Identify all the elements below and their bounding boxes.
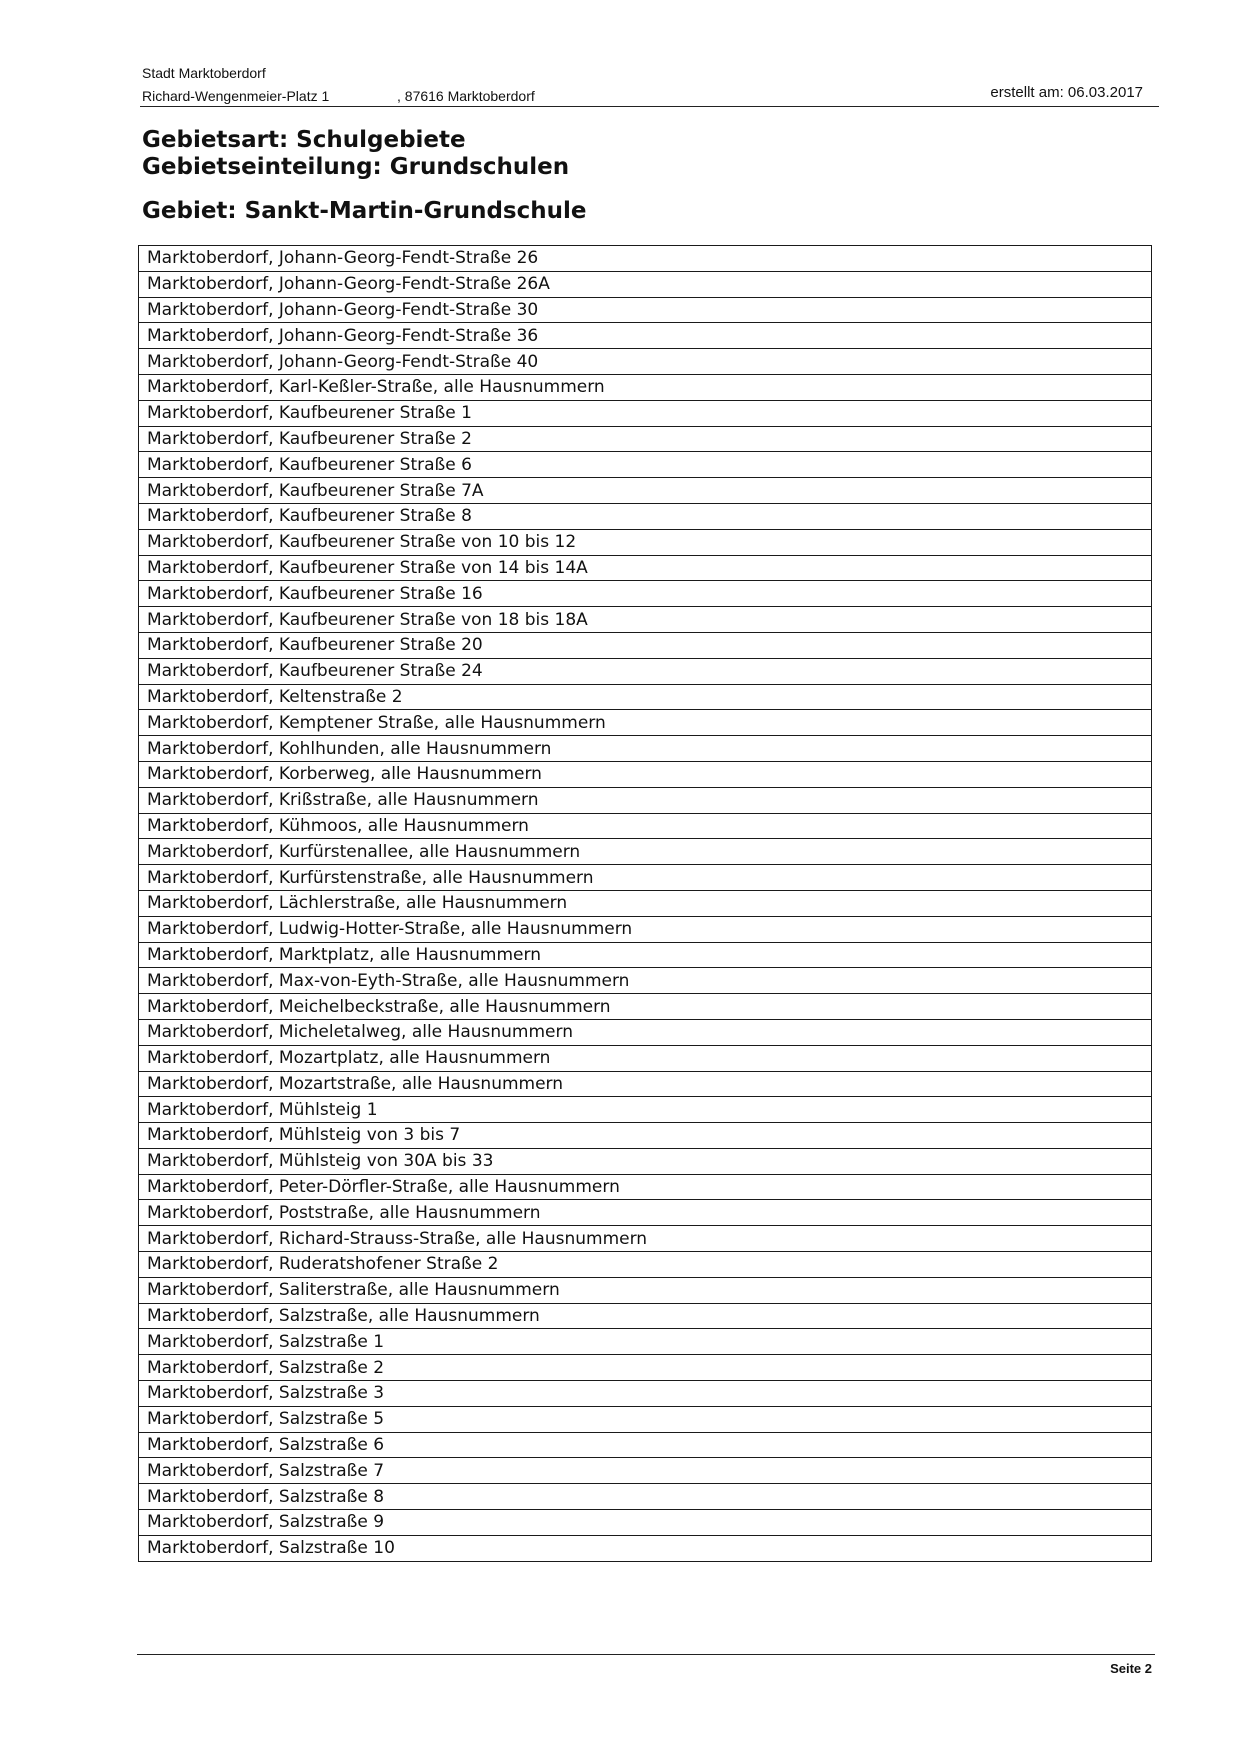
table-row: [139, 942, 1152, 968]
address-city: , 87616 Marktoberdorf: [397, 88, 535, 104]
area-title: Gebiet: Sankt-Martin-Grundschule: [142, 198, 587, 224]
table-row: [139, 1019, 1152, 1045]
footer-divider: [137, 1654, 1155, 1655]
table-row: [139, 1148, 1152, 1174]
table-row: [139, 787, 1152, 813]
address-cell: Marktoberdorf, Mozartstraße, alle Hausnummern: [139, 1071, 1152, 1097]
address-cell: Marktoberdorf, Lächlerstraße, alle Hausnummern: [139, 890, 1152, 916]
address-cell: Marktoberdorf, Salzstraße 10: [139, 1535, 1152, 1561]
address-cell: Marktoberdorf, Salzstraße 3: [139, 1381, 1152, 1407]
address-cell: Marktoberdorf, Salzstraße 1: [139, 1329, 1152, 1355]
table-row: [139, 632, 1152, 658]
table-row: [139, 710, 1152, 736]
address-cell: Marktoberdorf, Kaufbeurener Straße 8: [139, 503, 1152, 529]
area-type-title: Gebietsart: Schulgebiete: [142, 127, 466, 153]
address-cell: Marktoberdorf, Johann-Georg-Fendt-Straße 36: [139, 323, 1152, 349]
creation-date: erstellt am: 06.03.2017: [990, 84, 1143, 101]
address-cell: Marktoberdorf, Marktplatz, alle Hausnummern: [139, 942, 1152, 968]
address-cell: Marktoberdorf, Johann-Georg-Fendt-Straße 40: [139, 349, 1152, 375]
table-row: [139, 1510, 1152, 1536]
table-row: [139, 349, 1152, 375]
table-row: [139, 994, 1152, 1020]
address-street: Richard-Wengenmeier-Platz 1: [142, 88, 330, 104]
table-row: [139, 1458, 1152, 1484]
table-row: [139, 839, 1152, 865]
address-cell: Marktoberdorf, Johann-Georg-Fendt-Straße 26A: [139, 271, 1152, 297]
address-cell: Marktoberdorf, Ruderatshofener Straße 2: [139, 1252, 1152, 1278]
address-cell: Marktoberdorf, Kurfürstenstraße, alle Hausnummern: [139, 865, 1152, 891]
address-cell: Marktoberdorf, Kemptener Straße, alle Hausnummern: [139, 710, 1152, 736]
address-cell: Marktoberdorf, Kaufbeurener Straße 1: [139, 400, 1152, 426]
table-row: [139, 323, 1152, 349]
address-table: [138, 245, 1152, 1562]
address-table-body: [139, 246, 1152, 1562]
address-cell: Marktoberdorf, Kaufbeurener Straße von 18 bis 18A: [139, 607, 1152, 633]
address-cell: Marktoberdorf, Johann-Georg-Fendt-Straße 30: [139, 297, 1152, 323]
table-row: [139, 968, 1152, 994]
table-row: [139, 400, 1152, 426]
address-cell: Marktoberdorf, Kaufbeurener Straße 20: [139, 632, 1152, 658]
table-row: [139, 1226, 1152, 1252]
table-row: [139, 297, 1152, 323]
table-row: [139, 503, 1152, 529]
address-cell: Marktoberdorf, Micheletalweg, alle Hausnummern: [139, 1019, 1152, 1045]
address-cell: Marktoberdorf, Mühlsteig 1: [139, 1097, 1152, 1123]
address-cell: Marktoberdorf, Salzstraße 6: [139, 1432, 1152, 1458]
table-row: [139, 1406, 1152, 1432]
table-row: [139, 1277, 1152, 1303]
table-row: [139, 246, 1152, 272]
address-cell: Marktoberdorf, Krißstraße, alle Hausnummern: [139, 787, 1152, 813]
division-title: Gebietseinteilung: Grundschulen: [142, 154, 570, 180]
table-row: [139, 1355, 1152, 1381]
table-row: [139, 426, 1152, 452]
table-row: [139, 581, 1152, 607]
table-row: [139, 607, 1152, 633]
table-row: [139, 1484, 1152, 1510]
address-cell: Marktoberdorf, Kurfürstenallee, alle Hausnummern: [139, 839, 1152, 865]
table-row: [139, 1303, 1152, 1329]
address-cell: Marktoberdorf, Johann-Georg-Fendt-Straße 26: [139, 246, 1152, 272]
address-cell: Marktoberdorf, Kaufbeurener Straße 7A: [139, 478, 1152, 504]
table-row: [139, 684, 1152, 710]
address-cell: Marktoberdorf, Salzstraße 7: [139, 1458, 1152, 1484]
address-cell: Marktoberdorf, Salzstraße 2: [139, 1355, 1152, 1381]
address-cell: Marktoberdorf, Ludwig-Hotter-Straße, alle Hausnummern: [139, 916, 1152, 942]
table-row: [139, 374, 1152, 400]
table-row: [139, 1097, 1152, 1123]
page-number: Seite 2: [1110, 1661, 1152, 1676]
address-cell: Marktoberdorf, Kaufbeurener Straße 2: [139, 426, 1152, 452]
table-row: [139, 1200, 1152, 1226]
address-cell: Marktoberdorf, Saliterstraße, alle Hausnummern: [139, 1277, 1152, 1303]
address-cell: Marktoberdorf, Kaufbeurener Straße 16: [139, 581, 1152, 607]
address-cell: Marktoberdorf, Mühlsteig von 30A bis 33: [139, 1148, 1152, 1174]
address-cell: Marktoberdorf, Keltenstraße 2: [139, 684, 1152, 710]
table-row: [139, 1045, 1152, 1071]
address-cell: Marktoberdorf, Korberweg, alle Hausnummern: [139, 761, 1152, 787]
address-cell: Marktoberdorf, Peter-Dörfler-Straße, alle Hausnummern: [139, 1174, 1152, 1200]
address-cell: Marktoberdorf, Kaufbeurener Straße von 10 bis 12: [139, 529, 1152, 555]
header-divider: [140, 106, 1159, 107]
table-row: [139, 529, 1152, 555]
address-cell: Marktoberdorf, Meichelbeckstraße, alle Hausnummern: [139, 994, 1152, 1020]
table-row: [139, 271, 1152, 297]
organization-address: [142, 87, 535, 105]
organization-name: Stadt Marktoberdorf: [142, 65, 266, 81]
table-row: [139, 813, 1152, 839]
table-row: [139, 478, 1152, 504]
table-row: [139, 1174, 1152, 1200]
address-cell: Marktoberdorf, Richard-Strauss-Straße, alle Hausnummern: [139, 1226, 1152, 1252]
table-row: [139, 658, 1152, 684]
table-row: [139, 452, 1152, 478]
address-cell: Marktoberdorf, Salzstraße 5: [139, 1406, 1152, 1432]
address-cell: Marktoberdorf, Kaufbeurener Straße 24: [139, 658, 1152, 684]
table-row: [139, 555, 1152, 581]
address-cell: Marktoberdorf, Kühmoos, alle Hausnummern: [139, 813, 1152, 839]
table-row: [139, 1123, 1152, 1149]
table-row: [139, 865, 1152, 891]
address-cell: Marktoberdorf, Max-von-Eyth-Straße, alle Hausnummern: [139, 968, 1152, 994]
table-row: [139, 916, 1152, 942]
table-row: [139, 1071, 1152, 1097]
table-row: [139, 1329, 1152, 1355]
address-cell: Marktoberdorf, Poststraße, alle Hausnummern: [139, 1200, 1152, 1226]
address-cell: Marktoberdorf, Karl-Keßler-Straße, alle Hausnummern: [139, 374, 1152, 400]
table-row: [139, 1381, 1152, 1407]
address-cell: Marktoberdorf, Kohlhunden, alle Hausnummern: [139, 736, 1152, 762]
table-row: [139, 890, 1152, 916]
address-cell: Marktoberdorf, Salzstraße, alle Hausnummern: [139, 1303, 1152, 1329]
address-cell: Marktoberdorf, Salzstraße 9: [139, 1510, 1152, 1536]
table-row: [139, 1432, 1152, 1458]
address-cell: Marktoberdorf, Mozartplatz, alle Hausnummern: [139, 1045, 1152, 1071]
table-row: [139, 736, 1152, 762]
address-cell: Marktoberdorf, Mühlsteig von 3 bis 7: [139, 1123, 1152, 1149]
table-row: [139, 1252, 1152, 1278]
address-cell: Marktoberdorf, Kaufbeurener Straße 6: [139, 452, 1152, 478]
table-row: [139, 1535, 1152, 1561]
address-cell: Marktoberdorf, Kaufbeurener Straße von 14 bis 14A: [139, 555, 1152, 581]
address-cell: Marktoberdorf, Salzstraße 8: [139, 1484, 1152, 1510]
table-row: [139, 761, 1152, 787]
